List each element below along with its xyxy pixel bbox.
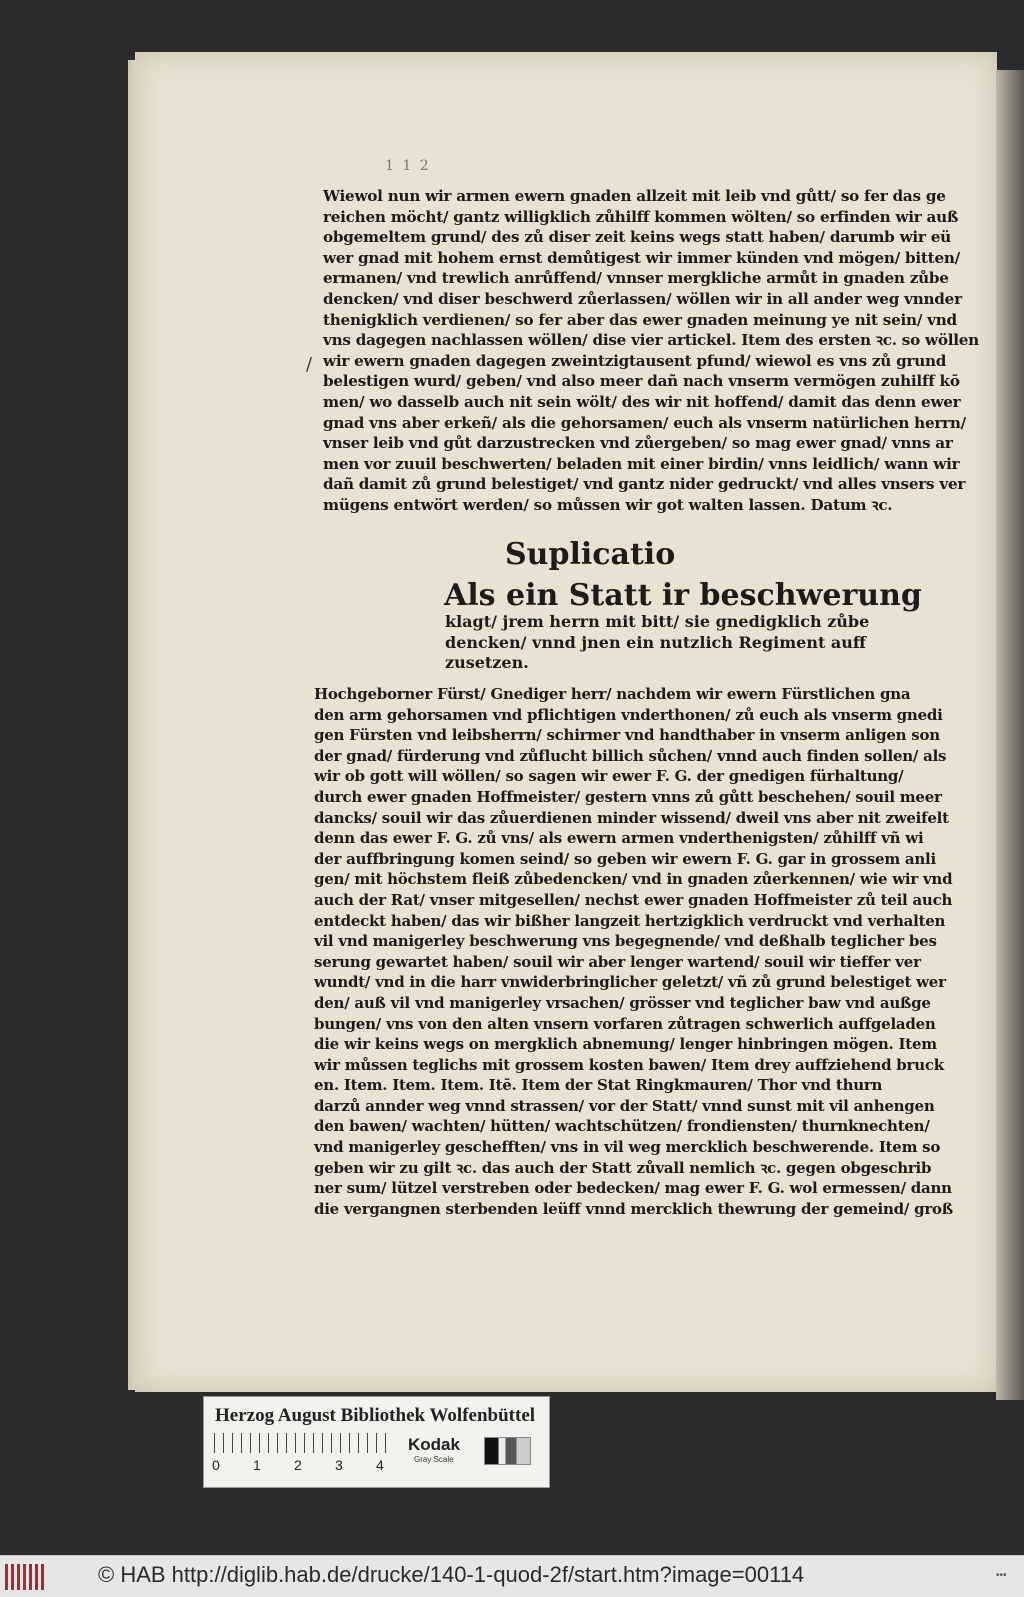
library-name: Herzog August Bibliothek Wolfenbüttel	[215, 1405, 536, 1426]
text-line: darzů annder weg vnnd strassen/ vor der Statt/ vnnd sunst mit vil anhengen	[314, 1096, 935, 1115]
folio-number: 1 1 2	[385, 158, 431, 174]
hab-logo-icon	[5, 1564, 47, 1590]
footer-bar	[0, 1555, 1024, 1597]
ruler-number: 0	[212, 1457, 220, 1473]
margin-mark: /	[306, 354, 313, 375]
text-line: belestigen wurd/ geben/ vnd also meer dañ nach vnserm vermögen zuhilff kō	[323, 372, 960, 391]
text-line: vnser leib vnd gůt darzustrecken vnd zůergeben/ so mag ewer gnad/ vnns ar	[323, 434, 953, 453]
ruler-scale	[214, 1433, 394, 1453]
text-line: durch ewer gnaden Hoffmeister/ gestern vnns zů gůtt beschehen/ souil meer	[314, 787, 942, 806]
text-line: serung gewartet haben/ souil wir aber lenger wartend/ souil wir tieffer ver	[314, 952, 921, 971]
text-line: auch der Rat/ vnser mitgesellen/ nechst ewer gnaden Hoffmeister zů teil auch	[314, 890, 953, 909]
paragraph-2	[314, 684, 953, 1219]
ruler-numbers	[212, 1457, 417, 1473]
text-line: wir ewern gnaden dagegen zweintzigtausent pfund/ wiewol es vns zů grund	[323, 351, 947, 370]
text-line: thenigklich verdienen/ so fer aber das ewer gnaden meinung ye nit sein/ vnd	[323, 310, 957, 329]
text-line: den/ auß vil vnd manigerley vrsachen/ grösser vnd teglicher baw vnd außge	[314, 993, 931, 1012]
text-line: der gnad/ fürderung vnd zůflucht billich sůchen/ vnnd auch finden sollen/ als	[314, 746, 947, 765]
ruler-number: 1	[253, 1457, 261, 1473]
ruler-number: 2	[294, 1457, 302, 1473]
text-line: entdeckt haben/ das wir bißher langzeit hertzigklich verdruckt vnd verhalten	[314, 911, 946, 930]
text-line: wer gnad mit hohem ernst demůtigest wir immer künden vnd mögen/ bitten/	[323, 248, 960, 267]
text-line: reichen möcht/ gantz willigklich zůhilff kommen wölten/ so erfinden wir auß	[323, 207, 959, 226]
text-line: ermanen/ vnd trewlich anrůffend/ vnnser mergkliche armůt in gnaden zůbe	[323, 269, 949, 288]
text-line: ner sum/ lützel verstreben oder bedecken/ mag ewer F. G. wol ermessen/ dann	[314, 1179, 952, 1198]
text-line: die vergangnen sterbenden leüff vnnd mercklich thewrung der gemeind/ groß	[314, 1199, 953, 1218]
text-line: Hochgeborner Fürst/ Gnediger herr/ nachdem wir ewern Fürstlichen gna	[314, 685, 911, 703]
paragraph-1	[323, 186, 979, 516]
text-line: den bawen/ wachten/ hütten/ wachtschützen/ frondiensten/ thurnknechten/	[314, 1117, 930, 1136]
text-line: gnad vns aber erkeñ/ als die gehorsamen/ euch als vnserm natürlichen herrn/	[323, 413, 966, 432]
kodak-subtitle: Gray Scale	[414, 1455, 454, 1464]
subheading-line: zusetzen.	[445, 653, 529, 672]
text-line: wir ob gott will wöllen/ so sagen wir ewer F. G. der gnedigen fürhaltung/	[314, 767, 904, 786]
text-line: men/ wo dasselb auch nit sein wölt/ des wir nit hoffend/ damit das denn ewer	[323, 392, 961, 411]
text-line: Wiewol nun wir armen ewern gnaden allzeit mit leib vnd gůtt/ so fer das ge	[323, 187, 946, 205]
text-line: dañ damit zů grund belestiget/ vnd gantz nider gedruckt/ vnd alles vnsers ver	[323, 475, 966, 494]
text-line: vns dagegen nachlassen wöllen/ dise vier artickel. Item des ersten ꝛc. so wöllen	[323, 331, 979, 350]
text-line: wir můssen teglichs mit grossem kosten bawen/ Item drey auffziehend bruck	[314, 1055, 944, 1074]
text-line: die wir keins wegs on mergklich abnemung/ lenger hinbringen mögen. Item	[314, 1035, 937, 1054]
heading-title: Als ein Statt ir beschwerung	[444, 578, 922, 613]
text-line: dancks/ souil wir das zůuerdienen minder wissend/ dweil vns aber nit zweifelt	[314, 808, 949, 827]
subheading-line: dencken/ vnnd jnen ein nutzlich Regiment auff	[445, 632, 867, 652]
kodak-brand: Kodak	[408, 1435, 460, 1454]
page-right-edge	[996, 70, 1024, 1400]
subheading-line: klagt/ jrem herrn mit bitt/ sie gnedigklich zůbe	[445, 612, 870, 631]
footer-url-text[interactable]: © HAB http://diglib.hab.de/drucke/140-1-quod-2f/start.htm?image=00114	[98, 1562, 805, 1587]
color-target-card	[203, 1396, 550, 1488]
text-line: gen Fürsten vnd leibsherrn/ schirmer vnd handthaber in vnserm anligen son	[314, 726, 940, 745]
subheading	[445, 612, 869, 674]
ruler-number: 3	[335, 1457, 343, 1473]
text-line: bungen/ vns von den alten vnsern vorfaren zůtragen schwerlich auffgeladen	[314, 1014, 936, 1033]
text-line: vil vnd manigerley beschwerung vns begegnende/ vnd deßhalb teglicher bes	[314, 932, 937, 951]
text-line: den arm gehorsamen vnd pflichtigen vnderthonen/ zů euch als vnserm gnedi	[314, 705, 943, 724]
text-line: mügens entwört werden/ so můssen wir got walten lassen. Datum ꝛc.	[323, 495, 893, 514]
text-line: obgemeltem grund/ des zů diser zeit keins wegs statt haben/ darumb wir eü	[323, 228, 951, 247]
text-line: wundt/ vnd in die harr vnwiderbringlicher geletzt/ vñ zů grund belestiget wer	[314, 973, 946, 992]
text-line: denn das ewer F. G. zů vns/ als ewern armen vnderthenigsten/ zůhilff vñ wi	[314, 829, 924, 848]
text-line: dencken/ vnd diser beschwerd zůerlassen/ wöllen wir in all ander weg vnnder	[323, 289, 962, 308]
text-line: en. Item. Item. Item. Itē. Item der Stat Ringkmauren/ Thor vnd thurn	[314, 1076, 883, 1095]
heading-suplicatio: Suplicatio	[505, 537, 676, 572]
footer-more-icon[interactable]: •••	[996, 1570, 1007, 1581]
gray-scale-swatch	[484, 1437, 531, 1465]
text-line: geben wir zu gilt ꝛc. das auch der Statt zůvall nemlich ꝛc. gegen obgeschrib	[314, 1158, 932, 1177]
ruler-number: 4	[376, 1457, 384, 1473]
text-line: gen/ mit höchstem fleiß zůbedencken/ vnd in gnaden zůerkennen/ wie wir vnd	[314, 870, 953, 889]
text-line: vnd manigerley geschefften/ vns in vil weg mercklich beschwerende. Item so	[314, 1138, 941, 1157]
text-line: men vor zuuil beschwerten/ beladen mit einer birdin/ vnns leidlich/ wann wir	[323, 454, 960, 473]
text-line: der auffbringung komen seind/ so geben wir ewern F. G. gar in grossem anli	[314, 849, 936, 868]
